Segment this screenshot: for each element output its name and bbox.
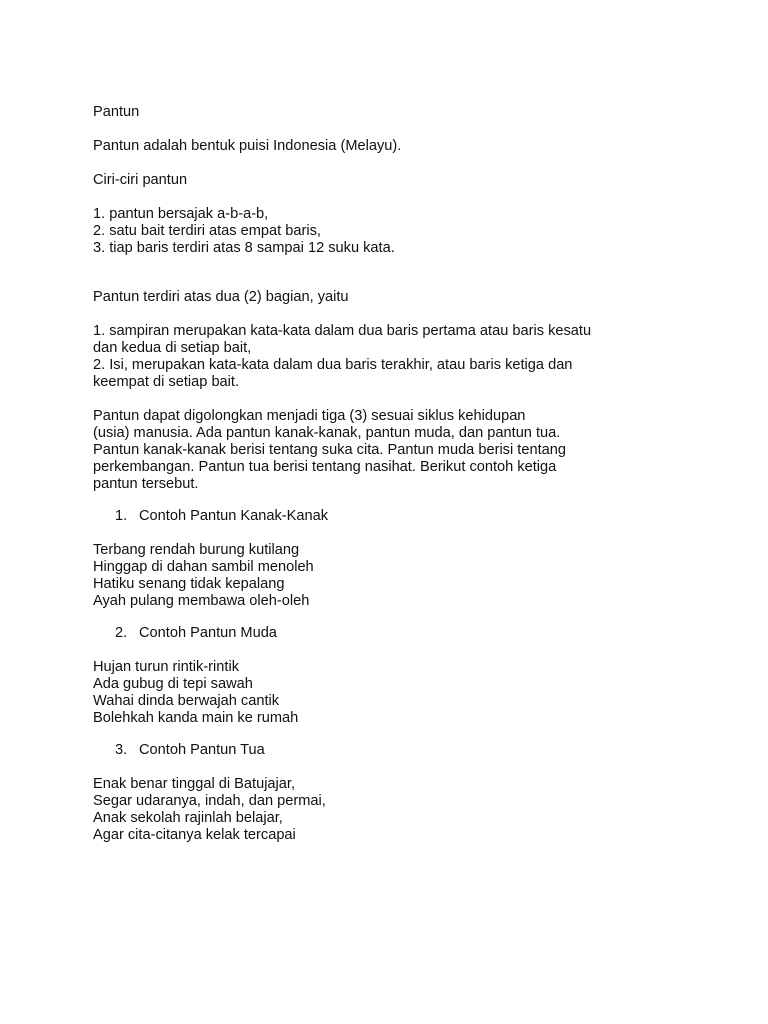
pantun-verse xyxy=(93,776,693,844)
verse-line: Terbang rendah burung kutilang xyxy=(93,542,300,558)
verse-line: Enak benar tinggal di Batujajar, xyxy=(93,776,296,792)
golongan-line: pantun tersebut. xyxy=(93,476,199,492)
example-heading xyxy=(93,742,693,759)
ciri-item: 1. pantun bersajak a-b-a-b, xyxy=(93,206,269,222)
pantun-verse xyxy=(93,659,693,727)
bagian-line: 1. sampiran merupakan kata-kata dalam dua baris pertama atau baris kesatu xyxy=(93,323,592,339)
verse-line: Hujan turun rintik-rintik xyxy=(93,659,239,675)
golongan-line: Pantun dapat digolongkan menjadi tiga (3) sesuai siklus kehidupan xyxy=(93,408,526,424)
example-section xyxy=(93,742,693,844)
document-body xyxy=(93,104,693,844)
verse-line: Ayah pulang membawa oleh-oleh xyxy=(93,593,310,609)
bagian-line: dan kedua di setiap bait, xyxy=(93,340,252,356)
example-heading-text: Contoh Pantun Muda xyxy=(139,625,277,641)
example-number: 3. xyxy=(115,742,128,758)
ciri-heading: Ciri-ciri pantun xyxy=(93,172,188,188)
verse-line: Wahai dinda berwajah cantik xyxy=(93,693,280,709)
example-heading-text: Contoh Pantun Tua xyxy=(139,742,265,758)
golongan-line: Pantun kanak-kanak berisi tentang suka cita. Pantun muda berisi tentang xyxy=(93,442,566,458)
example-heading xyxy=(93,508,693,525)
verse-line: Agar cita-citanya kelak tercapai xyxy=(93,827,296,843)
bagian-heading: Pantun terdiri atas dua (2) bagian, yaitu xyxy=(93,289,349,305)
bagian-line: keempat di setiap bait. xyxy=(93,374,240,390)
ciri-list xyxy=(93,206,693,257)
example-number: 2. xyxy=(115,625,128,641)
verse-line: Hatiku senang tidak kepalang xyxy=(93,576,285,592)
golongan-paragraph xyxy=(93,408,693,493)
pantun-verse xyxy=(93,542,693,610)
example-section xyxy=(93,508,693,610)
verse-line: Segar udaranya, indah, dan permai, xyxy=(93,793,326,809)
intro-paragraph: Pantun adalah bentuk puisi Indonesia (Melayu). xyxy=(93,138,402,154)
example-heading-text: Contoh Pantun Kanak-Kanak xyxy=(139,508,329,524)
bagian-line: 2. Isi, merupakan kata-kata dalam dua baris terakhir, atau baris ketiga dan xyxy=(93,357,573,373)
document-title: Pantun xyxy=(93,104,140,120)
verse-line: Ada gubug di tepi sawah xyxy=(93,676,253,692)
golongan-line: (usia) manusia. Ada pantun kanak-kanak, pantun muda, dan pantun tua. xyxy=(93,425,561,441)
ciri-item: 3. tiap baris terdiri atas 8 sampai 12 suku kata. xyxy=(93,240,395,256)
example-heading xyxy=(93,625,693,642)
bagian-paragraph xyxy=(93,323,693,391)
verse-line: Hinggap di dahan sambil menoleh xyxy=(93,559,314,575)
example-number: 1. xyxy=(115,508,128,524)
verse-line: Bolehkah kanda main ke rumah xyxy=(93,710,299,726)
verse-line: Anak sekolah rajinlah belajar, xyxy=(93,810,283,826)
ciri-item: 2. satu bait terdiri atas empat baris, xyxy=(93,223,321,239)
example-section xyxy=(93,625,693,727)
golongan-line: perkembangan. Pantun tua berisi tentang nasihat. Berikut contoh ketiga xyxy=(93,459,557,475)
